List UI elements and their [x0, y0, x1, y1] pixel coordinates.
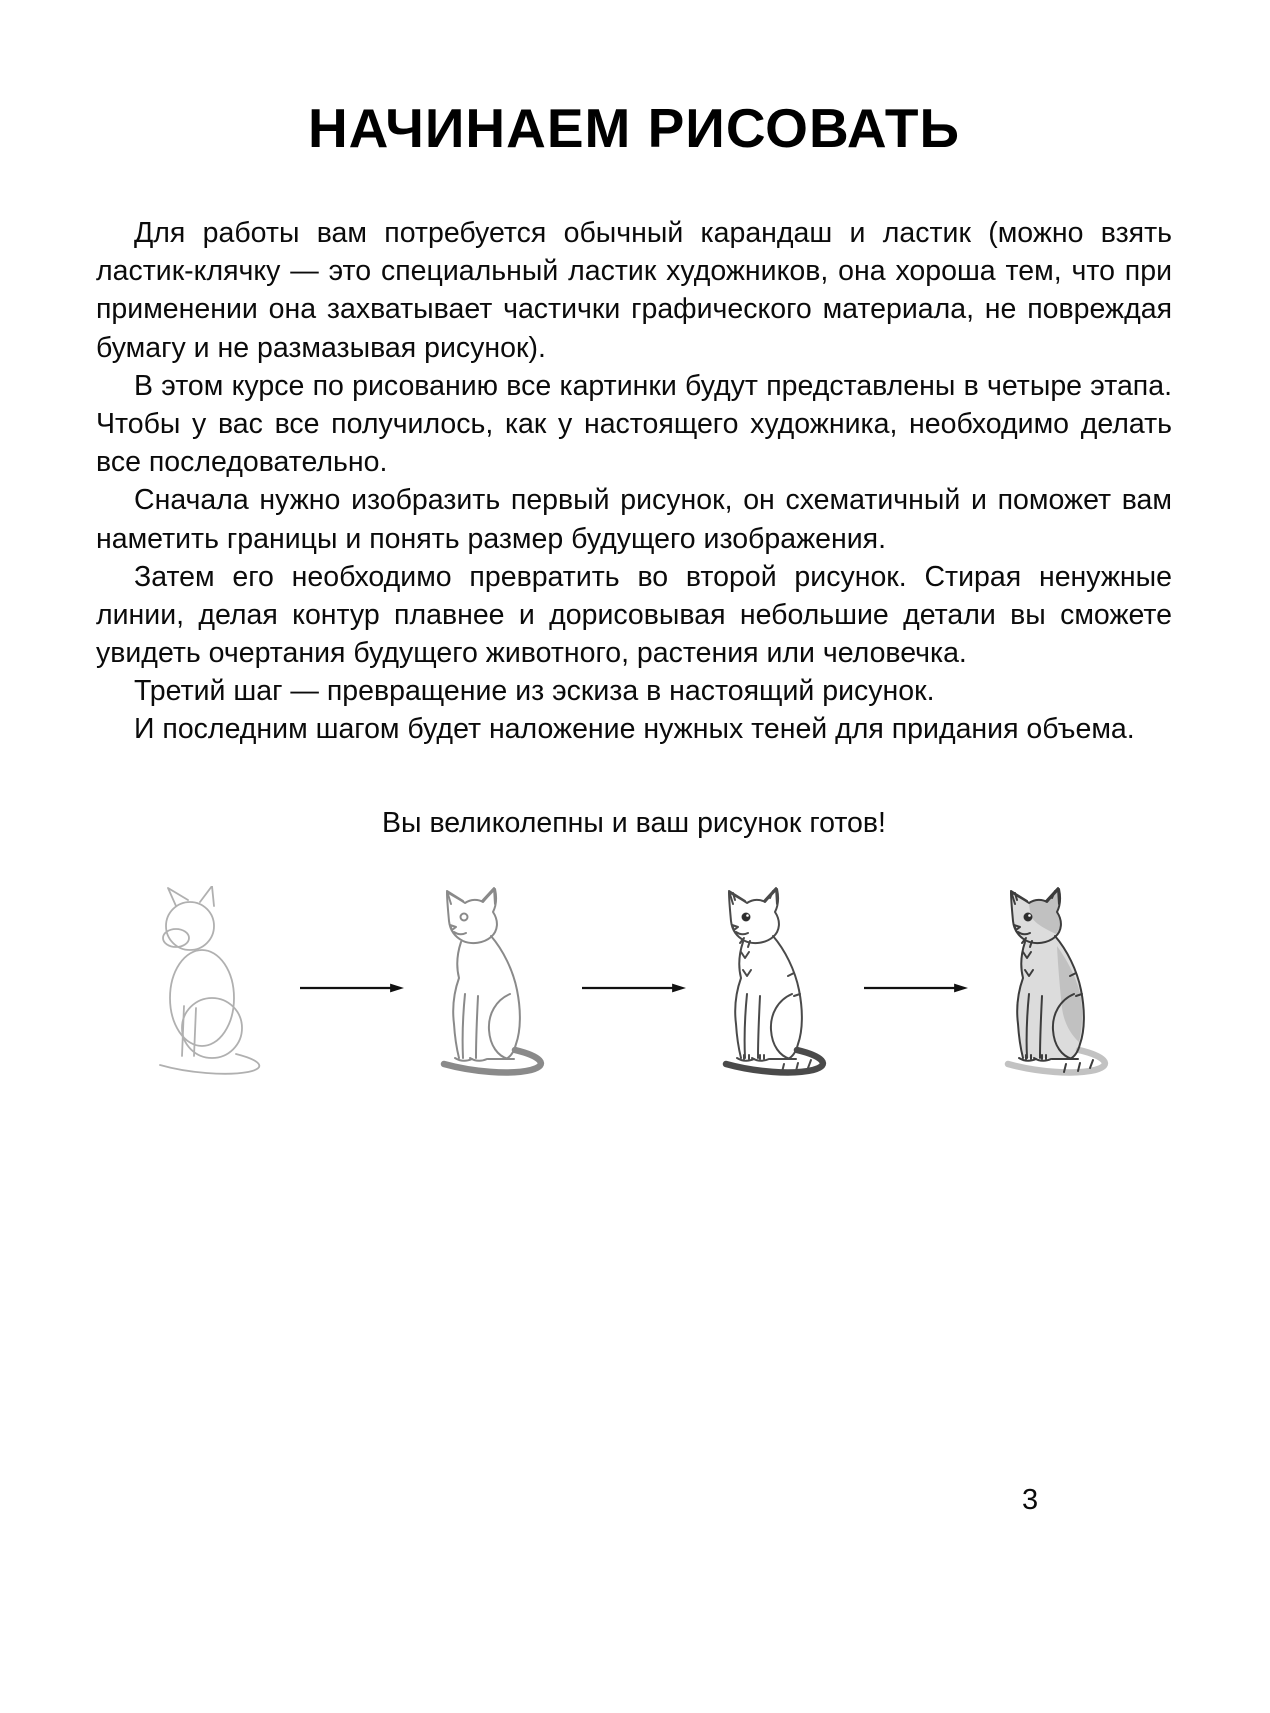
illustration-caption: Вы великолепны и ваш рисунок готов! — [382, 806, 886, 839]
cat-stage-2-outline-illustration — [418, 886, 568, 1081]
arrow-right-icon — [864, 982, 968, 994]
paragraph-3: Сначала нужно изобразить первый рисунок, он схематичный и поможет вам наметить границы и понять размер будущего изображения. — [96, 484, 1172, 555]
drawing-stages-illustration — [96, 886, 1172, 1081]
page-title: НАЧИНАЕМ РИСОВАТЬ — [307, 97, 961, 159]
body-text — [96, 214, 1172, 749]
arrow-right-icon — [300, 982, 404, 994]
arrow-right-icon — [582, 982, 686, 994]
paragraph-5: Третий шаг — превращение из эскиза в настоящий рисунок. — [134, 675, 935, 708]
page-number: 3 — [1022, 1484, 1039, 1516]
paragraph-2: В этом курсе по рисованию все картинки будут представлены в четыре этапа. Чтобы у вас все получилось, как у настоящего художника, необходимо делать все последовательно. — [96, 369, 1172, 479]
paragraph-6: И последним шагом будет наложение нужных теней для придания объема. — [134, 713, 1135, 746]
cat-stage-1-sketch-illustration — [136, 886, 286, 1081]
paragraph-1: Для работы вам потребуется обычный карандаш и ластик (можно взять ластик-клячку — это специальный ластик художников, она хороша тем, что при применении она захватывает частички графического материала, не повреждая бумагу и не размазывая рисунок). — [96, 217, 1172, 364]
paragraph-4: Затем его необходимо превратить во второй рисунок. Стирая ненужные линии, делая контур плавнее и дорисовывая небольшие детали вы сможете увидеть очертания будущего животного, растения или человечка. — [96, 560, 1172, 670]
cat-stage-4-shaded-illustration — [982, 886, 1132, 1081]
cat-stage-3-detailed-illustration — [700, 886, 850, 1081]
